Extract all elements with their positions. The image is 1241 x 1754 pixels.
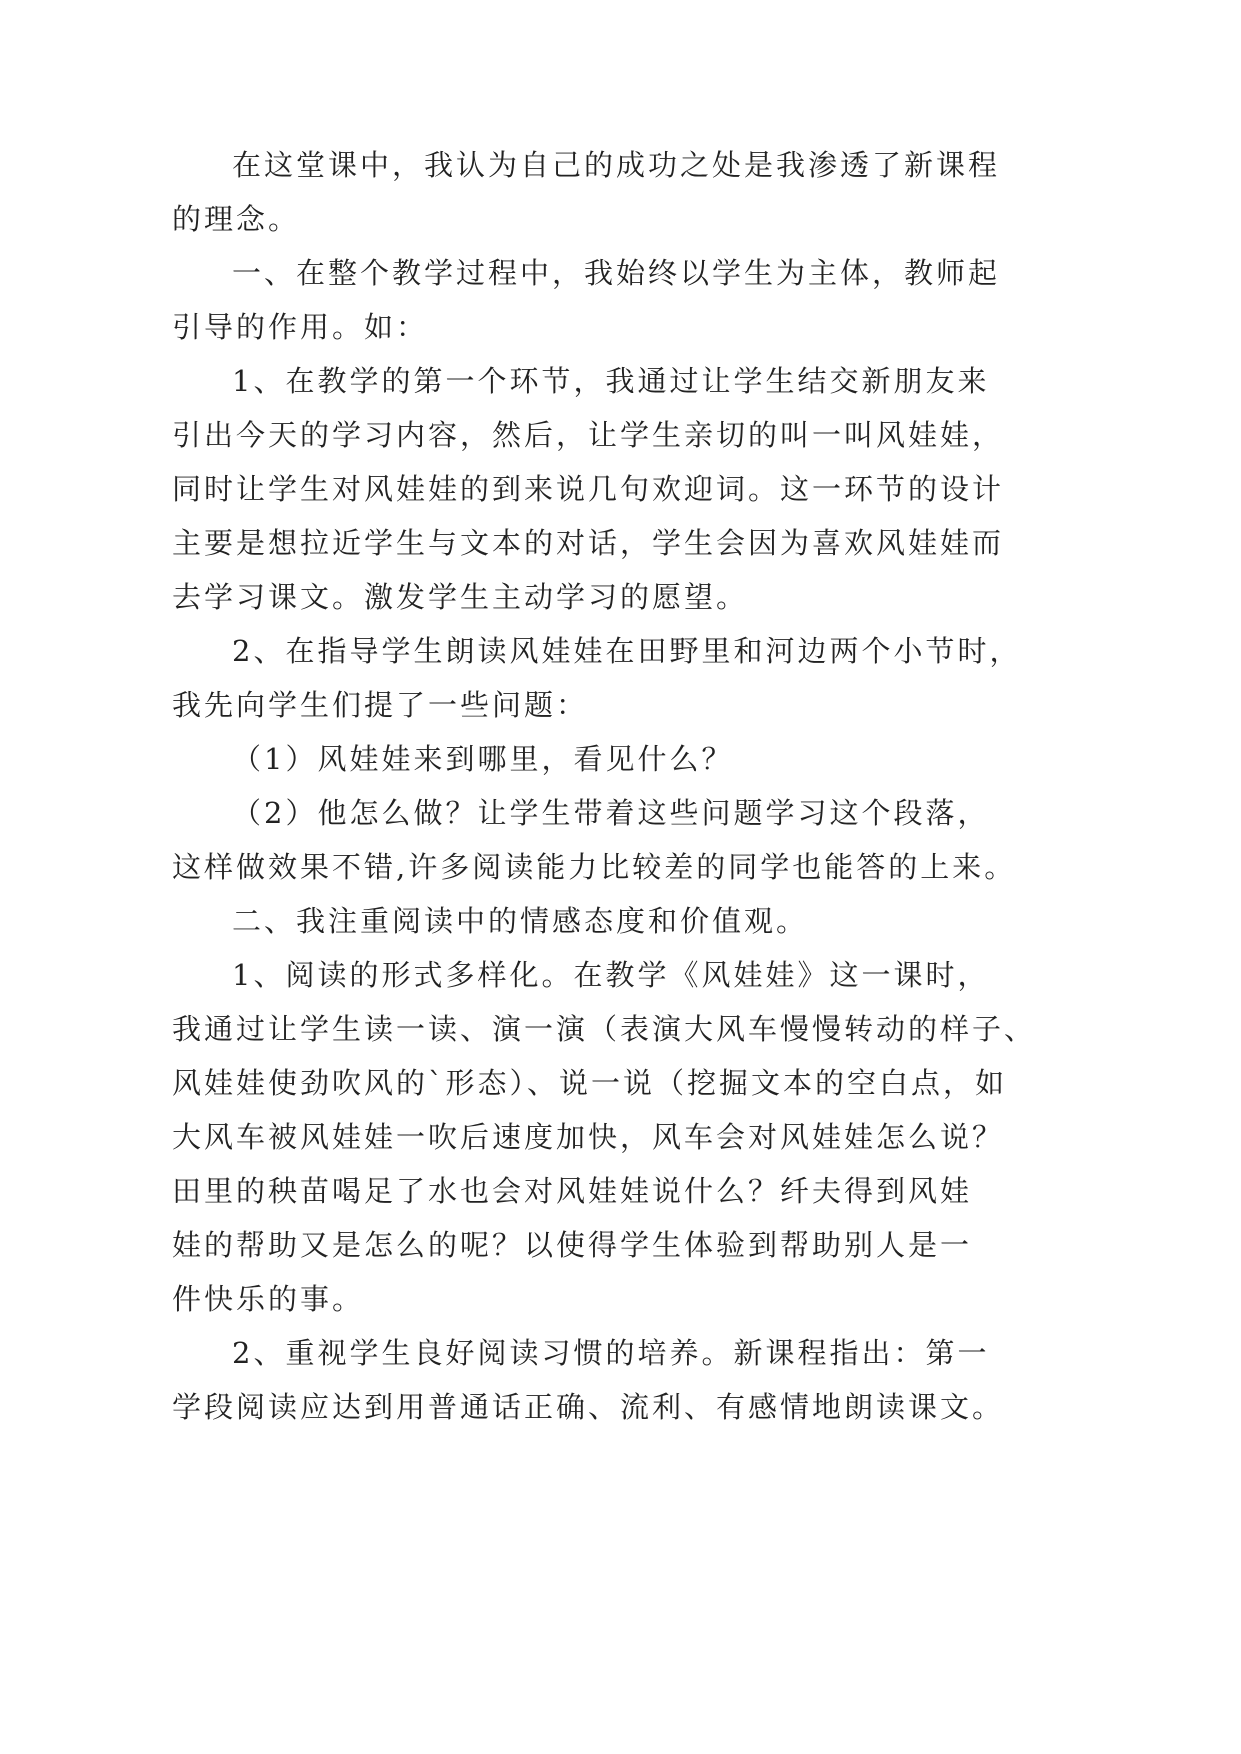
paragraph-line: 风娃娃使劲吹风的`形态）、说一说（挖掘文本的空白点，如 xyxy=(172,1066,1008,1100)
paragraph-line: 我先向学生们提了一些问题： xyxy=(172,688,589,722)
paragraph-line: 这样做效果不错,许多阅读能力比较差的同学也能答的上来。 xyxy=(172,850,1017,884)
paragraph-line: （1）风娃娃来到哪里，看见什么？ xyxy=(232,742,734,776)
paragraph-line: 主要是想拉近学生与文本的对话，学生会因为喜欢风娃娃而 xyxy=(172,526,1005,560)
paragraph-line: 1、在教学的第一个环节，我通过让学生结交新朋友来 xyxy=(232,364,990,398)
paragraph-line: 去学习课文。激发学生主动学习的愿望。 xyxy=(172,580,749,614)
paragraph-line: 娃的帮助又是怎么的呢？以使得学生体验到帮助别人是一 xyxy=(172,1228,973,1262)
paragraph-line: （2）他怎么做？让学生带着这些问题学习这个段落， xyxy=(232,796,990,830)
paragraph-line: 二、我注重阅读中的情感态度和价值观。 xyxy=(232,904,809,938)
paragraph-line: 田里的秧苗喝足了水也会对风娃娃说什么？纤夫得到风娃 xyxy=(172,1174,973,1208)
paragraph-line: 件快乐的事。 xyxy=(172,1282,365,1316)
paragraph-line: 的理念。 xyxy=(172,202,301,236)
paragraph-line: 引出今天的学习内容，然后，让学生亲切的叫一叫风娃娃， xyxy=(172,418,1005,452)
paragraph-line: 大风车被风娃娃一吹后速度加快，风车会对风娃娃怎么说？ xyxy=(172,1120,1005,1154)
paragraph-line: 1、阅读的形式多样化。在教学《风娃娃》这一课时， xyxy=(232,958,990,992)
paragraph-line: 在这堂课中，我认为自己的成功之处是我渗透了新课程 xyxy=(232,148,1001,182)
paragraph-line: 同时让学生对风娃娃的到来说几句欢迎词。这一环节的设计 xyxy=(172,472,1005,506)
paragraph-line: 2、重视学生良好阅读习惯的培养。新课程指出：第一 xyxy=(232,1336,990,1370)
paragraph-line: 学段阅读应达到用普通话正确、流利、有感情地朗读课文。 xyxy=(172,1390,1005,1424)
paragraph-line: 引导的作用。如： xyxy=(172,310,429,344)
paragraph-line: 2、在指导学生朗读风娃娃在田野里和河边两个小节时， xyxy=(232,634,1022,668)
paragraph-line: 一、在整个教学过程中，我始终以学生为主体，教师起 xyxy=(232,256,1001,290)
paragraph-line: 我通过让学生读一读、演一演（表演大风车慢慢转动的样子、 xyxy=(172,1012,1037,1046)
